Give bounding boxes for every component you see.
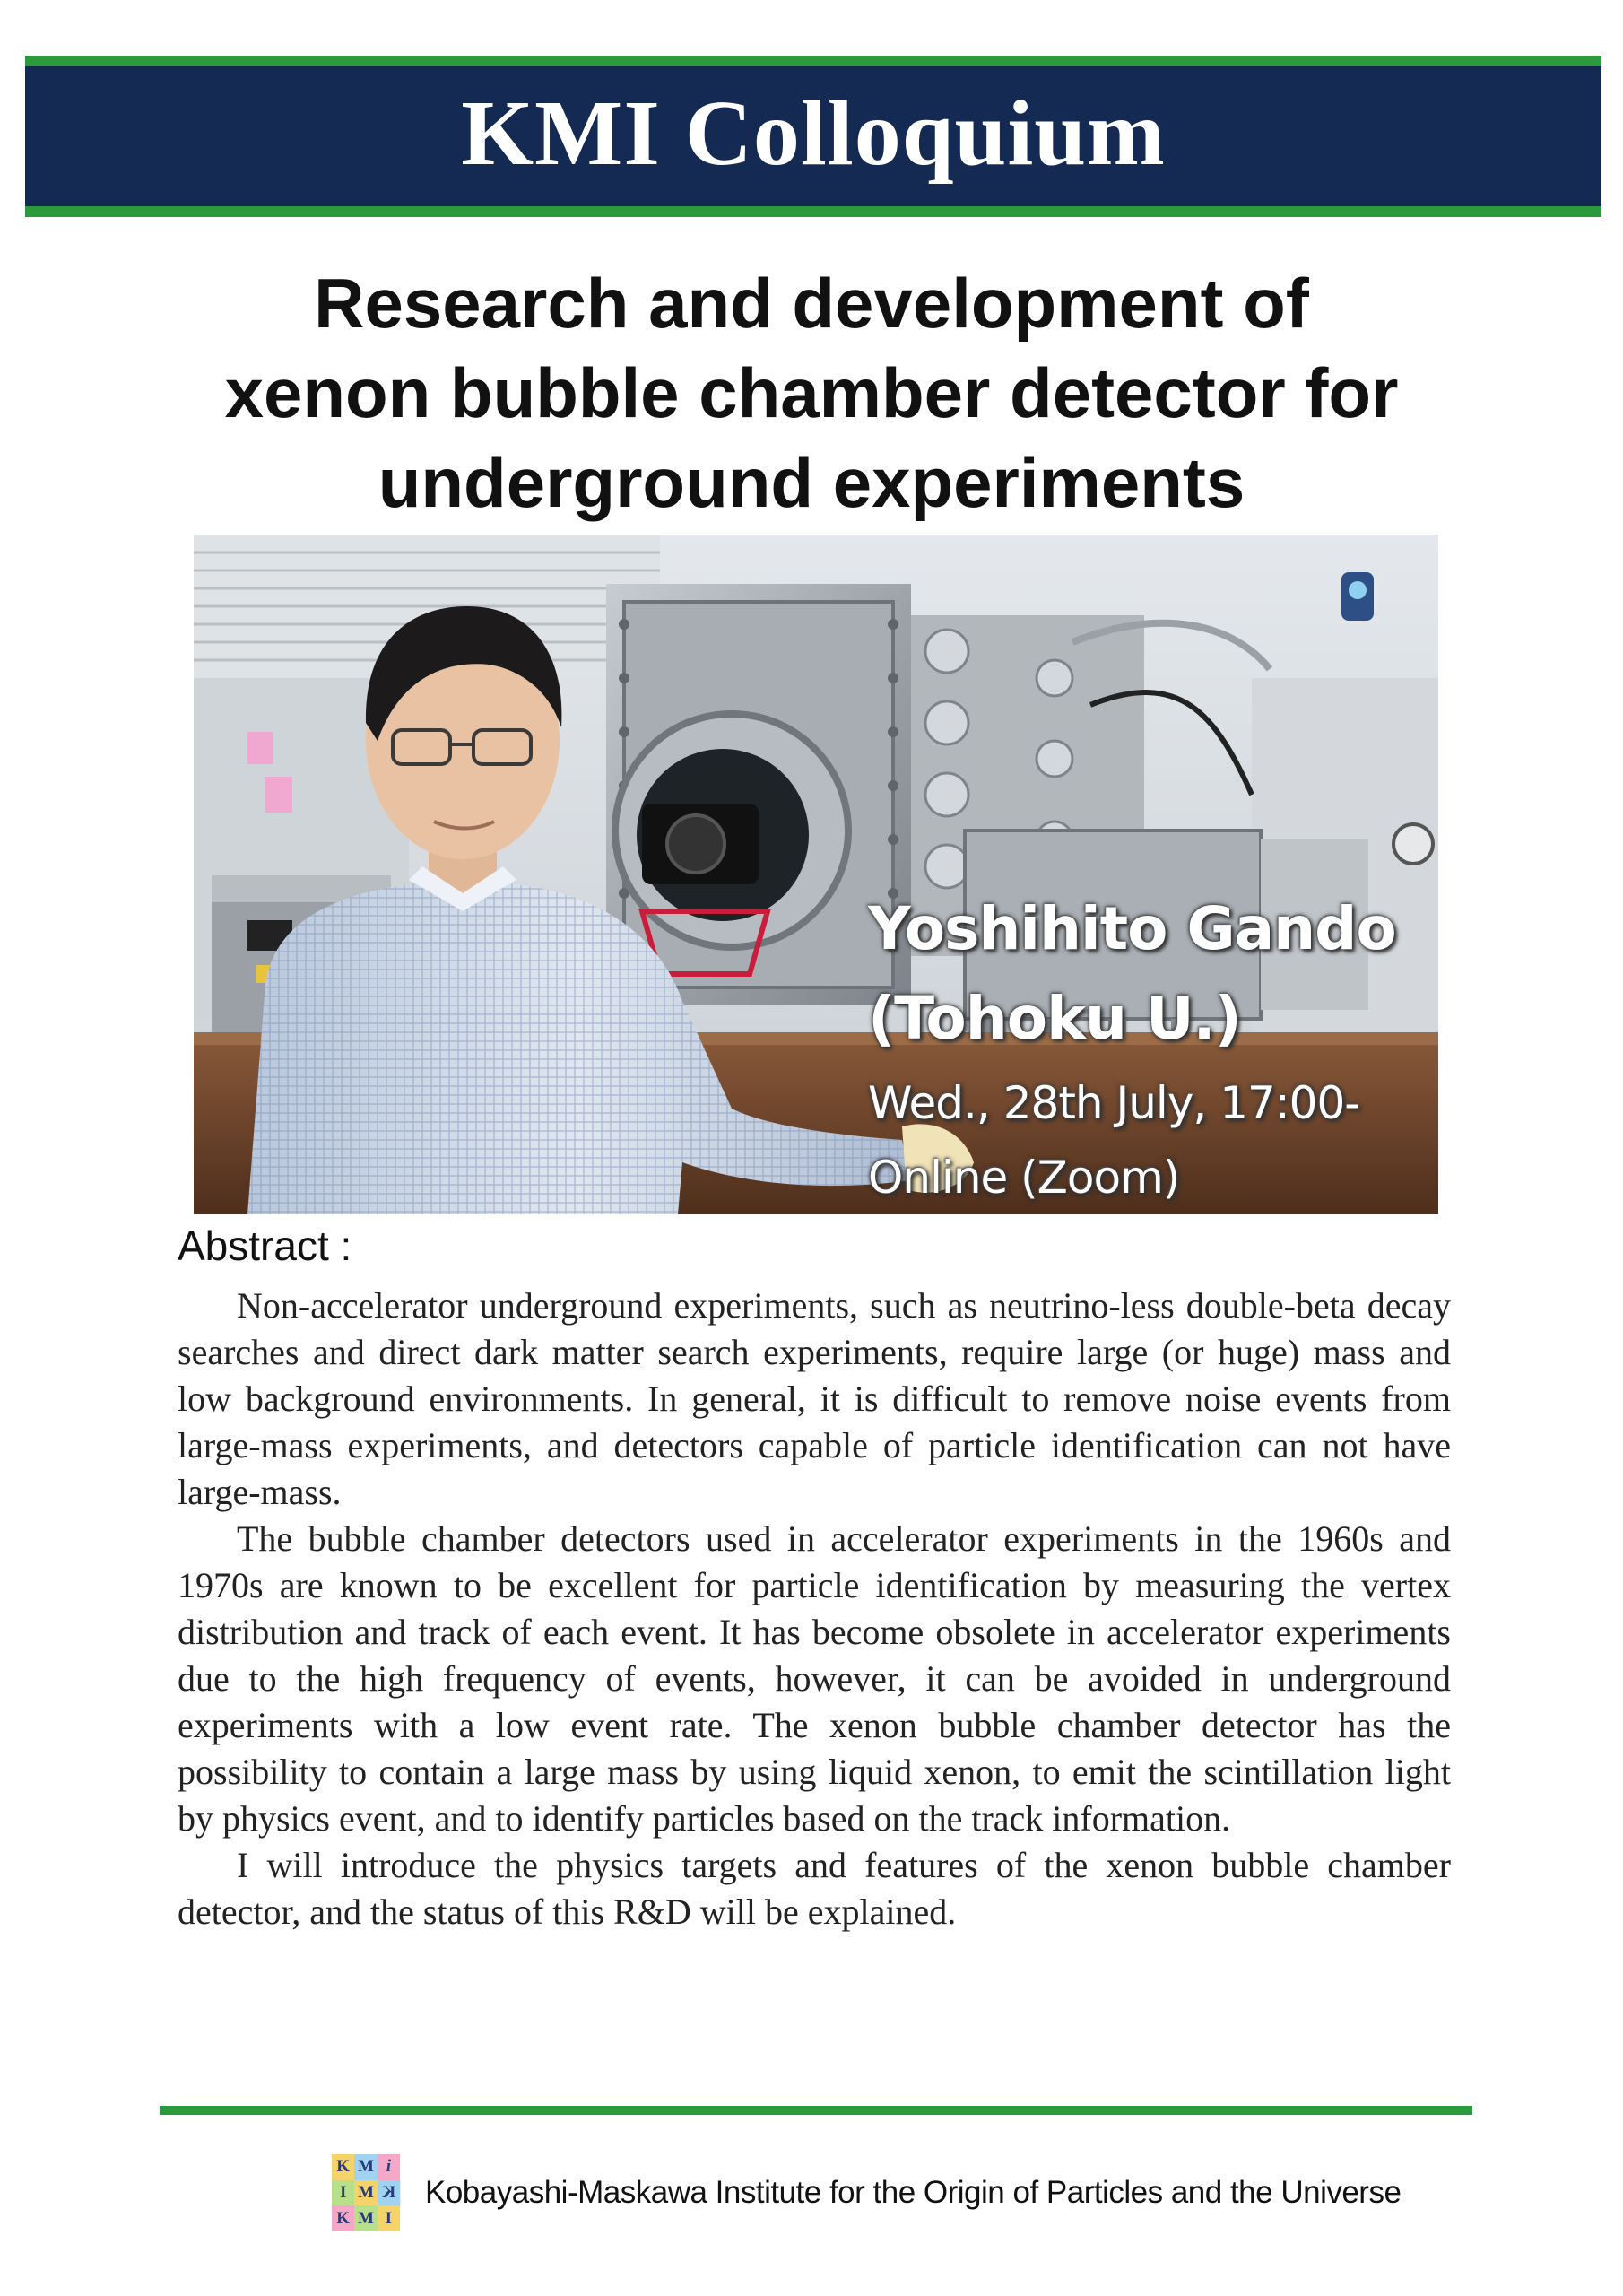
- abstract-body: [178, 1283, 1451, 1935]
- logo-cell: i: [378, 2154, 400, 2180]
- speaker-affiliation: (Tohoku U.): [868, 984, 1241, 1053]
- talk-title-line: Research and development of: [314, 264, 1309, 343]
- colloquium-title: KMI Colloquium: [461, 82, 1166, 185]
- talk-venue: Online (Zoom): [868, 1152, 1180, 1204]
- logo-cell: K: [378, 2180, 400, 2206]
- talk-title-line: xenon bubble chamber detector for: [224, 353, 1399, 432]
- header-banner: [25, 66, 1601, 206]
- logo-cell: M: [354, 2154, 377, 2180]
- abstract-heading: Abstract :: [178, 1222, 352, 1269]
- speaker-overlay: [868, 884, 1396, 1213]
- talk-title-line: underground experiments: [378, 443, 1245, 522]
- abstract-paragraph: The bubble chamber detectors used in accelerator experiments in the 1960s and 1970s are known to be excellent for particle identification by measuring the vertex distribution and track of each event. It has become obsolete in accelerator experiments due to the high frequency of events, however, it can be avoided in underground experiments with a low event rate. The xenon bubble chamber detector has the possibility to contain a large mass by using liquid xenon, to emit the scintillation light by physics event, and to identify particles based on the track information.: [178, 1518, 1451, 1839]
- logo-cell: K: [332, 2154, 354, 2180]
- institute-name: Kobayashi-Maskawa Institute for the Origin of Particles and the Universe: [425, 2175, 1402, 2210]
- talk-date: Wed., 28th July, 17:00-: [868, 1077, 1360, 1129]
- footer: [332, 2152, 1401, 2233]
- logo-cell: I: [378, 2205, 400, 2231]
- logo-cell: I: [332, 2180, 354, 2206]
- banner-bottom-rule: [25, 206, 1601, 217]
- talk-title: [135, 258, 1488, 527]
- abstract-paragraph: I will introduce the physics targets and features of the xenon bubble chamber detector, and the status of this R&D will be explained.: [178, 1845, 1451, 1932]
- logo-cell: K: [332, 2205, 354, 2231]
- kmi-logo: [332, 2154, 400, 2231]
- logo-cell: M: [354, 2205, 377, 2231]
- speaker-photo: [194, 535, 1438, 1214]
- logo-cell: M: [354, 2180, 377, 2206]
- speaker-name: Yoshihito Gando: [868, 894, 1396, 963]
- footer-rule: [160, 2106, 1472, 2115]
- abstract-paragraph: Non-accelerator underground experiments, such as neutrino-less double-beta decay searches and direct dark matter search experiments, require large (or huge) mass and low background environments. In general, it is difficult to remove noise events from large-mass experiments, and detectors capable of particle identification can not have large-mass.: [178, 1285, 1451, 1512]
- banner-top-rule: [25, 56, 1601, 66]
